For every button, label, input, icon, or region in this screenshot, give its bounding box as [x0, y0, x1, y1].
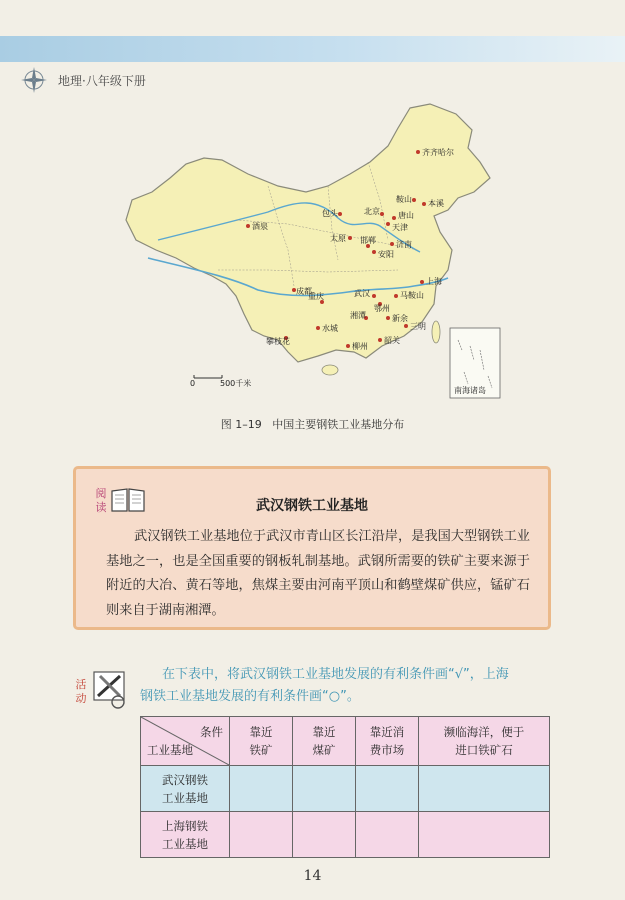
- scale-zero: 0: [190, 379, 196, 388]
- answer-cell[interactable]: [356, 766, 419, 812]
- reading-paragraph: 武汉钢铁工业基地位于武汉市青山区长江沿岸，是我国大型钢铁工业基地之一，也是全国重要的钢板轧制基地。武钢所需要的铁矿主要来源于附近的大冶、黄石等地，焦煤主要由河南平顶山和鹤壁煤矿供应，锰矿石则来自于湖南湘潭。: [106, 529, 530, 618]
- svg-text:太原: 太原: [330, 234, 346, 243]
- figure-caption: [0, 416, 625, 432]
- svg-text:北京: 北京: [364, 207, 380, 216]
- svg-text:酒泉: 酒泉: [252, 222, 268, 231]
- svg-text:马鞍山: 马鞍山: [400, 291, 424, 300]
- scale-label: 500千米: [220, 379, 252, 388]
- svg-text:包头: 包头: [322, 209, 338, 218]
- answer-cell[interactable]: [230, 766, 293, 812]
- svg-text:济南: 济南: [396, 240, 412, 249]
- svg-text:安阳: 安阳: [378, 250, 394, 259]
- svg-text:武汉: 武汉: [354, 289, 370, 298]
- reading-tag: 阅读: [95, 487, 107, 514]
- svg-text:柳州: 柳州: [352, 342, 368, 351]
- column-header: 靠近消 费市场: [356, 717, 419, 766]
- inset-label: 南海诸岛: [454, 386, 486, 395]
- table-header-row: [141, 717, 550, 766]
- svg-text:邯郸: 邯郸: [360, 236, 376, 245]
- svg-text:唐山: 唐山: [398, 211, 414, 220]
- compass-rose-icon: [20, 66, 48, 94]
- svg-text:韶关: 韶关: [384, 336, 400, 345]
- conditions-table: [140, 716, 550, 858]
- svg-text:重庆: 重庆: [308, 292, 324, 301]
- table-row: [141, 812, 550, 858]
- svg-text:天津: 天津: [392, 223, 408, 232]
- city-marker: [350, 310, 368, 320]
- svg-text:湘潭: 湘潭: [350, 311, 366, 320]
- answer-cell[interactable]: [293, 766, 356, 812]
- row-label: 武汉钢铁 工业基地: [141, 766, 230, 812]
- svg-text:本溪: 本溪: [428, 199, 444, 208]
- svg-text:三明: 三明: [410, 322, 426, 331]
- column-header: 靠近 铁矿: [230, 717, 293, 766]
- activity-line-2: 钢铁工业基地发展的有利条件画“○”。: [140, 689, 360, 704]
- activity-tag: 活动: [75, 678, 87, 705]
- city-marker: [416, 147, 454, 157]
- answer-cell[interactable]: [293, 812, 356, 858]
- svg-text:水城: 水城: [322, 324, 338, 333]
- table-row: [141, 766, 550, 812]
- header-stripe: [0, 36, 625, 62]
- table-corner-cell: [141, 717, 230, 766]
- answer-cell[interactable]: [419, 812, 550, 858]
- reading-box: [73, 466, 551, 630]
- svg-text:成都: 成都: [296, 287, 312, 296]
- city-marker: [374, 302, 390, 313]
- corner-top-label: 条件: [200, 725, 223, 739]
- page-number: 14: [303, 868, 322, 884]
- row-label: 上海钢铁 工业基地: [141, 812, 230, 858]
- corner-bottom-label: 工业基地: [147, 743, 193, 757]
- svg-text:鞍山: 鞍山: [396, 195, 412, 204]
- answer-cell[interactable]: [356, 812, 419, 858]
- column-header: 靠近 煤矿: [293, 717, 356, 766]
- column-header: 濒临海洋，便于 进口铁矿石: [419, 717, 550, 766]
- svg-text:攀枝花: 攀枝花: [266, 337, 290, 346]
- svg-text:新余: 新余: [392, 314, 408, 323]
- city-marker: [266, 336, 290, 346]
- figure-number: 图 1–19: [220, 418, 262, 431]
- activity-instruction: [140, 664, 560, 708]
- figure-caption-text: 中国主要钢铁工业基地分布: [272, 418, 405, 431]
- reading-title: 武汉钢铁工业基地: [256, 498, 368, 514]
- answer-cell[interactable]: [419, 766, 550, 812]
- svg-text:上海: 上海: [426, 277, 442, 286]
- activity-line-1: 在下表中，将武汉钢铁工业基地发展的有利条件画“√”，上海: [162, 667, 509, 682]
- book-title: 地理·八年级下册: [58, 74, 146, 88]
- china-steel-map: [118, 100, 518, 410]
- svg-text:齐齐哈尔: 齐齐哈尔: [422, 148, 454, 157]
- svg-text:鄂州: 鄂州: [374, 304, 390, 313]
- answer-cell[interactable]: [230, 812, 293, 858]
